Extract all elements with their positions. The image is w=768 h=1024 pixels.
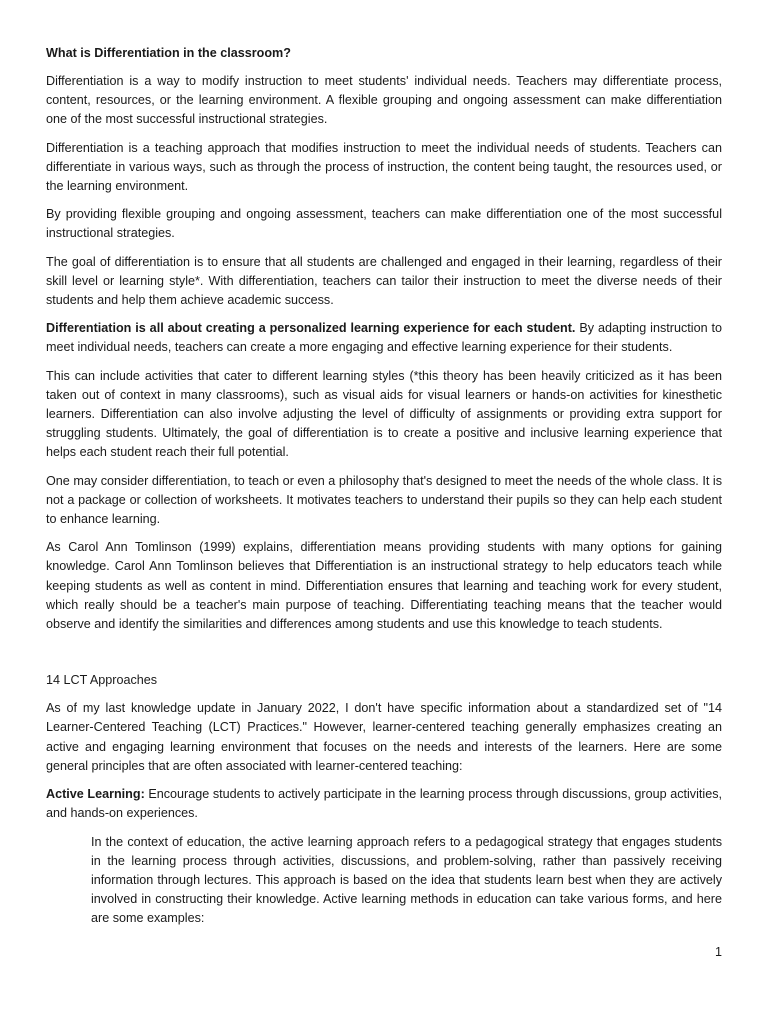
paragraph-2: Differentiation is a teaching approach that modifies instruction to meet the individual needs of students. Teachers can differentiate in various ways, such as through the process of instruction, the content being taught, the resources used, or the learning environment. — [46, 140, 722, 194]
paragraph-8: As Carol Ann Tomlinson (1999) explains, differentiation means providing students with many options for gaining knowledge. Carol Ann Tomlinson believes that Differentiation is an instructional strategy to help educators teach while keeping students as well as content in mind. Differentiation ensures that learning and teaching work for every student, which really should be a teacher's main purpose of teaching. Differentiating teaching means that the teacher would observe and identify the similarities and differences among students and use this knowledge to teach students. — [46, 540, 722, 632]
paragraph-1: Differentiation is a way to modify instruction to meet students' individual needs. Teachers may differentiate process, content, resources, or the learning environment. A flexible grouping and ongoing assessment can make differentiation one of the most successful instructional strategies. — [46, 74, 722, 127]
emphasis-paragraph — [46, 319, 722, 357]
section-heading: 14 LCT Approaches — [46, 673, 158, 688]
active-learning-lead: Active Learning: — [46, 787, 145, 802]
paragraph-3: By providing flexible grouping and ongoing assessment, teachers can make differentiation one of the most successful instructional strategies. — [46, 207, 722, 241]
emphasis-rest: By adapting instruction to meet individual needs, teachers can create a more engaging and effective learning experience for their students. — [46, 321, 722, 355]
page-number: 1 — [714, 945, 722, 959]
active-learning-rest: Encourage students to actively participate in the learning process through discussions, group activities, and hands-on experiences. — [46, 787, 723, 821]
indented-paragraph: In the context of education, the active learning approach refers to a pedagogical strategy that engages students in the learning process through activities, discussions, and problem-solving, rather than passively receiving information through lectures. This approach is based on the idea that students learn best when they are actively involved in constructing their knowledge. Active learning methods in education can take various forms, and here are some examples: — [91, 834, 722, 926]
document-title: What is Differentiation in the classroom? — [46, 46, 291, 60]
paragraph-6: This can include activities that cater to different learning styles (*this theory has been heavily criticized as it has been taken out of context in many classrooms), such as visual aids for visual learners or hands-on activities for kinesthetic learners. Differentiation can also involve adjusting the level of difficulty of assignments or providing extra support for struggling students. Ultimately, the goal of differentiation is to create a positive and inclusive learning experience that helps each student reach their full potential. — [46, 368, 722, 460]
emphasis-lead: Differentiation is all about creating a personalized learning experience for each student. — [46, 321, 576, 336]
paragraph-7: One may consider differentiation, to teach or even a philosophy that's designed to meet the needs of the whole class. It is not a package or collection of worksheets. It motivates teachers to understand their pupils so they can help each student to enhance learning. — [46, 473, 722, 527]
section-intro: As of my last knowledge update in January 2022, I don't have specific information about a standardized set of "14 Learner-Centered Teaching (LCT) Practices." However, learner-centered teaching generally emphasizes creating an active and engaging learning environment that focuses on the needs and interests of the learners. Here are some general principles that are often associated with learner-centered teaching: — [46, 701, 722, 773]
active-learning-paragraph — [46, 785, 722, 823]
paragraph-4: The goal of differentiation is to ensure that all students are challenged and engaged in their learning, regardless of their skill level or learning style*. With differentiation, teachers can tailor their instruction to meet the diverse needs of their students and help them achieve academic success. — [46, 254, 722, 308]
